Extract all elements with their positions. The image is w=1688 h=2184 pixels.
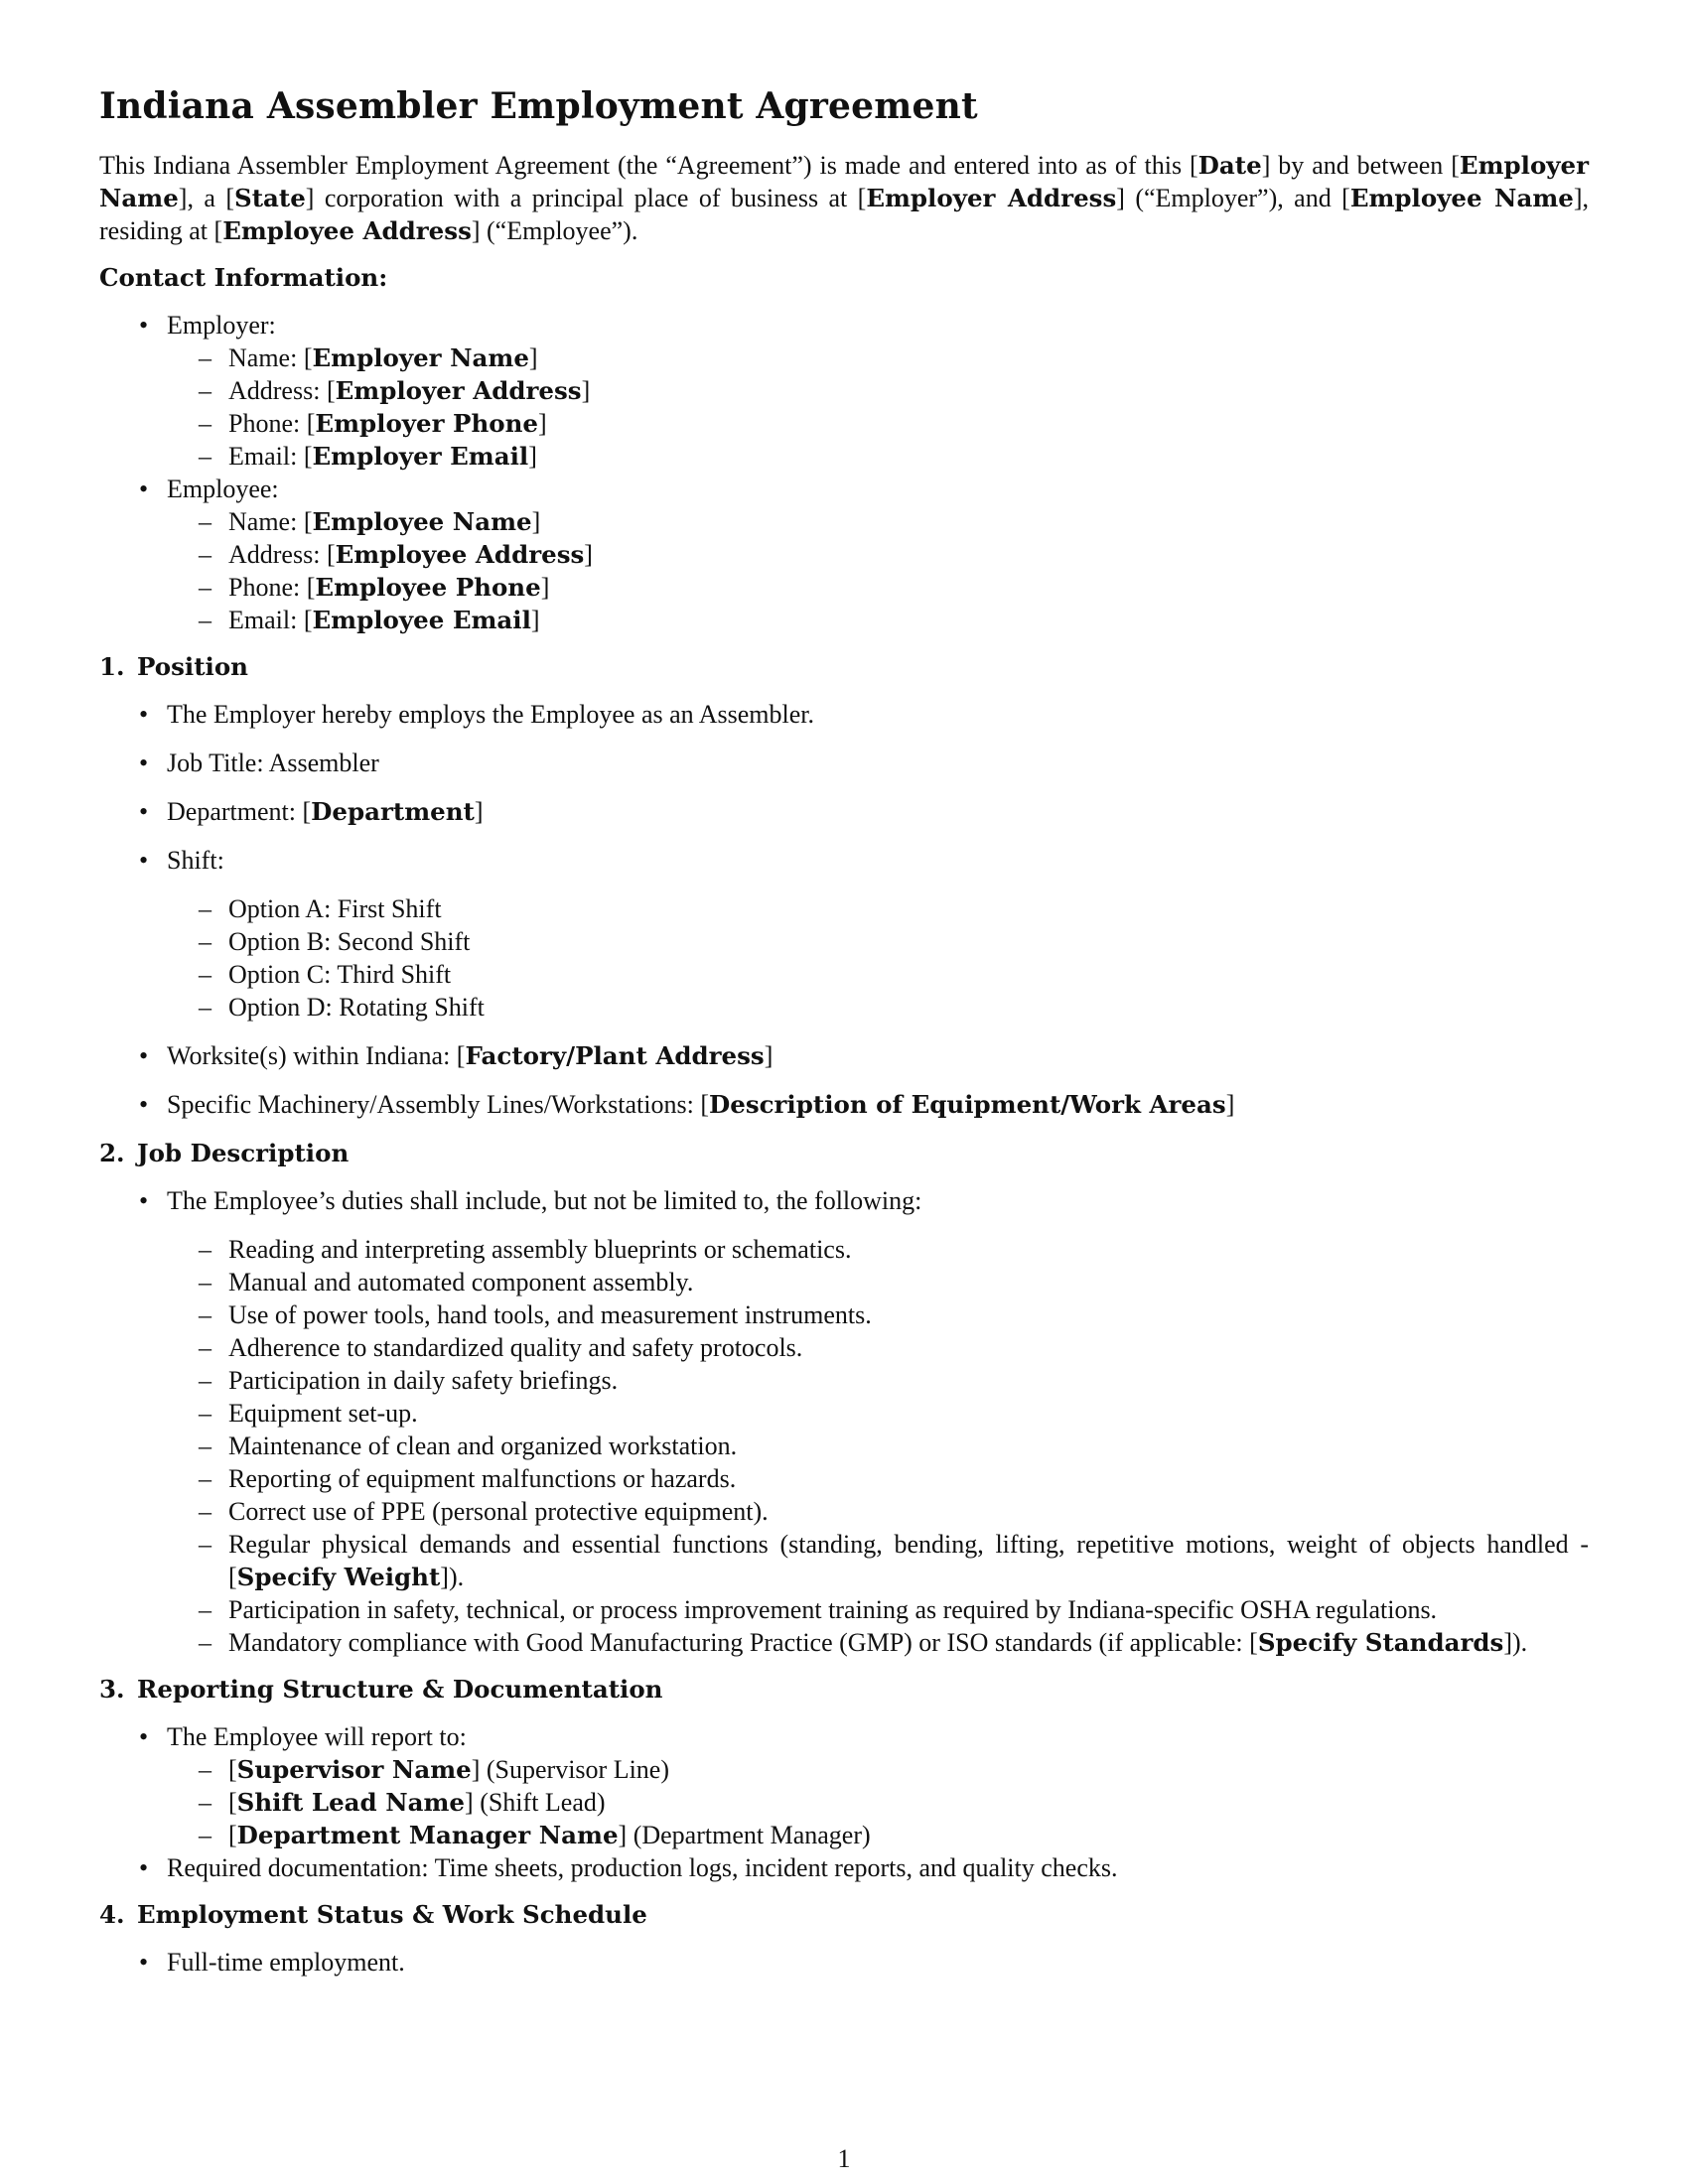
duty-item: – Manual and automated component assembly.	[167, 1266, 1589, 1298]
duty-item: – Reporting of equipment malfunctions or hazards.	[167, 1462, 1589, 1495]
contact-heading: Contact Information:	[99, 263, 388, 292]
duty-item-physical: – Regular physical demands and essential functions (standing, bending, lifting, repetitive motions, weight of objects handled - [Specify Weight]).	[167, 1528, 1589, 1593]
employee-field-name: – Name: [Employee Name]	[167, 505, 1589, 538]
contact-employee: • Employee: – Name: [Employee Name] – Address: [Employee Address] – Phone: [Employee Phone] – Email: [Employee Email]	[99, 473, 1589, 636]
date-placeholder: Date	[1197, 151, 1262, 180]
position-worksite: • Worksite(s) within Indiana: [Factory/Plant Address]	[99, 1039, 1589, 1072]
shift-option: – Option A: First Shift	[167, 892, 1589, 925]
employer-field-address: – Address: [Employer Address]	[167, 374, 1589, 407]
employer-fields	[167, 341, 1589, 473]
report-item: – [Supervisor Name] (Supervisor Line)	[167, 1753, 1589, 1786]
duty-item: – Equipment set-up.	[167, 1397, 1589, 1430]
employee-name-placeholder: Employee Name	[1349, 184, 1574, 212]
employer-name-placeholder: Employer Name	[99, 151, 1590, 212]
duty-item: – Correct use of PPE (personal protective equipment).	[167, 1495, 1589, 1528]
job-description-intro: • The Employee’s duties shall include, but not be limited to, the following: – Reading and interpreting assembly blueprints or schematics. – Manual and automated component assembly. – Use of power tools, hand tools, and measurement instruments. – Adherence to standardized quality and safety protocols. – Participation in daily safety briefings. – Equipment set-up. – Maintenance of clean and organized workstation. – Reporting of equipment malfunctions or hazards. – Correct use of PPE (personal protective equipment). – Regular physical demands and essential functions (standing, bending, lifting, repetitive motions, weight of objects handled - [Specify Weight]). – Participation in safety, technical, or process improvement training as required by Indiana-specific OSHA regulations. – Mandatory compliance with Good Manufacturing Practice (GMP) or ISO standards (if applicable: [Specify Standards]).	[99, 1184, 1589, 1659]
employee-fields	[167, 505, 1589, 636]
shift-option: – Option D: Rotating Shift	[167, 991, 1589, 1024]
document-page	[99, 85, 1589, 1979]
duty-item-training: – Participation in safety, technical, or process improvement training as required by Indiana-specific OSHA regulations.	[167, 1593, 1589, 1626]
employer-field-email: – Email: [Employer Email]	[167, 440, 1589, 473]
employee-field-address: – Address: [Employee Address]	[167, 538, 1589, 571]
contact-employer: • Employer: – Name: [Employer Name] – Address: [Employer Address] – Phone: [Employer Phone] – Email: [Employer Email]	[99, 309, 1589, 473]
section-2-list	[99, 1184, 1589, 1659]
document-title: Indiana Assembler Employment Agreement	[99, 85, 978, 127]
duty-item: – Adherence to standardized quality and safety protocols.	[167, 1331, 1589, 1364]
duty-item: – Participation in daily safety briefings.	[167, 1364, 1589, 1397]
duty-item: – Reading and interpreting assembly blueprints or schematics.	[167, 1233, 1589, 1266]
shift-options	[167, 892, 1589, 1024]
duty-item: – Maintenance of clean and organized workstation.	[167, 1430, 1589, 1462]
page-number: 1	[837, 2144, 851, 2173]
duties-list	[167, 1233, 1589, 1659]
section-4-list	[99, 1946, 1589, 1979]
state-placeholder: State	[234, 184, 306, 212]
reports-list	[167, 1753, 1589, 1851]
position-machinery: • Specific Machinery/Assembly Lines/Workstations: [Description of Equipment/Work Areas]	[99, 1088, 1589, 1121]
shift-option: – Option C: Third Shift	[167, 958, 1589, 991]
section-1-heading: 1. Position	[99, 652, 248, 681]
position-shift: • Shift: – Option A: First Shift – Option B: Second Shift – Option C: Third Shift – Option D: Rotating Shift	[99, 844, 1589, 1024]
employer-address-placeholder: Employer Address	[866, 184, 1117, 212]
position-employs: • The Employer hereby employs the Employee as an Assembler.	[99, 698, 1589, 731]
employee-address-placeholder: Employee Address	[222, 216, 472, 245]
shift-option: – Option B: Second Shift	[167, 925, 1589, 958]
duty-item-gmp: – Mandatory compliance with Good Manufacturing Practice (GMP) or ISO standards (if applicable: [Specify Standards]).	[167, 1626, 1589, 1659]
report-item: – [Department Manager Name] (Department Manager)	[167, 1819, 1589, 1851]
section-4-heading: 4. Employment Status & Work Schedule	[99, 1900, 647, 1929]
section-1-list	[99, 698, 1589, 1121]
intro-paragraph: This Indiana Assembler Employment Agreement (the “Agreement”) is made and entered into as of this [Date] by and between [Employer Name], a [State] corporation with a principal place of business at [Employer Address] (“Employer”), and [Employee Name], residing at [Employee Address] (“Employee”).	[99, 151, 1590, 245]
employer-field-phone: – Phone: [Employer Phone]	[167, 407, 1589, 440]
position-job-title: • Job Title: Assembler	[99, 747, 1589, 779]
section-3-heading: 3. Reporting Structure & Documentation	[99, 1675, 663, 1704]
duty-item: – Use of power tools, hand tools, and measurement instruments.	[167, 1298, 1589, 1331]
section-2-heading: 2. Job Description	[99, 1139, 350, 1167]
employment-status: • Full-time employment.	[99, 1946, 1589, 1979]
documentation-item: • Required documentation: Time sheets, production logs, incident reports, and quality checks.	[99, 1851, 1589, 1884]
employee-field-phone: – Phone: [Employee Phone]	[167, 571, 1589, 604]
contact-list	[99, 309, 1589, 636]
employer-field-name: – Name: [Employer Name]	[167, 341, 1589, 374]
position-department: • Department: [Department]	[99, 795, 1589, 828]
section-3-list	[99, 1720, 1589, 1884]
employee-field-email: – Email: [Employee Email]	[167, 604, 1589, 636]
report-intro: • The Employee will report to: – [Supervisor Name] (Supervisor Line) – [Shift Lead Name] (Shift Lead) – [Department Manager Name] (Department Manager)	[99, 1720, 1589, 1851]
report-item: – [Shift Lead Name] (Shift Lead)	[167, 1786, 1589, 1819]
